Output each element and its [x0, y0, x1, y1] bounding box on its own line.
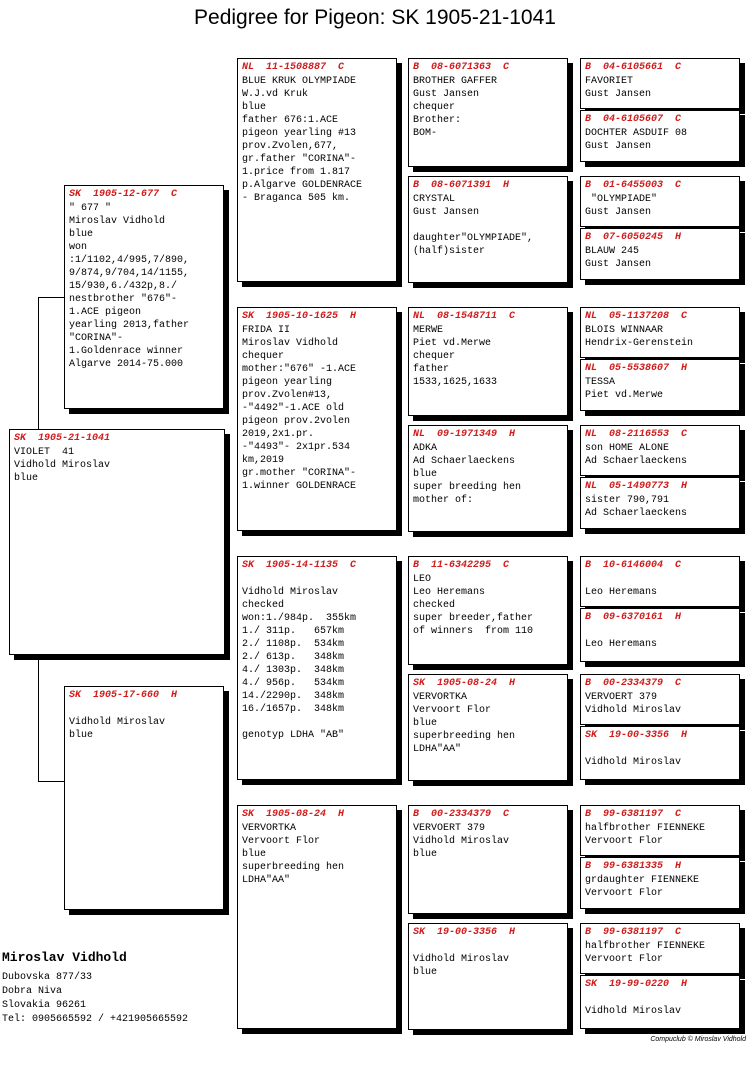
pigeon-card-mf[interactable]	[237, 556, 397, 780]
pigeon-card-mfmf[interactable]	[580, 674, 740, 725]
pigeon-info: grdaughter FIENNEKE Vervoort Flor	[585, 875, 700, 899]
pigeon-info: LEO Leo Heremans checked super breeder,father of winners from 110	[413, 574, 534, 637]
pigeon-info: BROTHER GAFFER Gust Jansen chequer Brother: BOM-	[413, 76, 498, 139]
ring-number: B 04-6105607 C	[585, 114, 682, 125]
pigeon-card-mffm[interactable]	[580, 608, 740, 662]
ring-number: SK 19-00-3356 H	[413, 927, 516, 938]
owner-address: Dubovska 877/33 Dobra Niva Slovakia 96261 Tel: 0905665592 / +421905665592	[2, 972, 189, 1025]
connector-line	[38, 781, 64, 782]
pigeon-card-fmfm[interactable]	[580, 359, 740, 411]
page-title: Pedigree for Pigeon: SK 1905-21-1041	[194, 6, 556, 29]
pigeon-info: FRIDA II Miroslav Vidhold chequer mother:"676" -1.ACE pigeon yearling prov.Zvolen#13, -"4492"-1.ACE old pigeon prov.2volen 2019,2x1.pr. -"4493"- 2x1pr.534 km,2019 gr.mother "CORINA"- 1.winner GOLDENRACE	[242, 325, 357, 492]
pigeon-info: " 677 " Miroslav Vidhold blue won :1/1102,4/995,7/890, 9/874,9/704,14/1155, 15/930,6./432p,8./ nestbrother "676"- 1.ACE pigeon yearling 2013,father "CORINA"- 1.Goldenrace winner Algarve 2014-75.000	[69, 203, 190, 370]
pigeon-info: FAVORIET Gust Jansen	[585, 76, 652, 100]
ring-number: NL 11-1508887 C	[242, 62, 345, 73]
pigeon-info: BLOIS WINNAAR Hendrix-Gerenstein	[585, 325, 694, 349]
ring-number: NL 08-2116553 C	[585, 429, 688, 440]
pigeon-info: CRYSTAL Gust Jansen daughter"OLYMPIADE", (half)sister	[413, 194, 534, 257]
pigeon-card-mmff[interactable]	[580, 805, 740, 856]
pigeon-card-mfm[interactable]	[408, 674, 568, 781]
pigeon-info: MERWE Piet vd.Merwe chequer father 1533,1625,1633	[413, 325, 498, 388]
ring-number: B 99-6381335 H	[585, 861, 682, 872]
pigeon-info: BLUE KRUK OLYMPIADE W.J.vd Kruk blue father 676:1.ACE pigeon yearling #13 prov.Zvolen,677, gr.father "CORINA"- 1.price from 1.817 p.Algarve GOLDENRACE - Braganca 505 km.	[242, 76, 363, 204]
pigeon-card-mff[interactable]	[408, 556, 568, 665]
pigeon-card-mmmf[interactable]	[580, 923, 740, 974]
ring-number: B 01-6455003 C	[585, 180, 682, 191]
pigeon-info: Vidhold Miroslav	[585, 1006, 682, 1017]
pigeon-card-mother[interactable]	[64, 686, 224, 910]
ring-number: SK 1905-08-24 H	[242, 809, 345, 820]
ring-number: B 10-6146004 C	[585, 560, 682, 571]
pigeon-card-ffmm[interactable]	[580, 228, 740, 280]
pigeon-info: sister 790,791 Ad Schaerlaeckens	[585, 495, 688, 519]
pigeon-card-subject[interactable]	[9, 429, 225, 655]
ring-number: NL 09-1971349 H	[413, 429, 516, 440]
pigeon-card-fmf[interactable]	[408, 307, 568, 416]
ring-number: B 00-2334379 C	[413, 809, 510, 820]
connector-line	[38, 297, 64, 298]
pigeon-info: Vidhold Miroslav blue	[69, 717, 166, 741]
pigeon-card-mfff[interactable]	[580, 556, 740, 607]
pigeon-info: son HOME ALONE Ad Schaerlaeckens	[585, 443, 688, 467]
pigeon-info: Leo Heremans	[585, 587, 658, 598]
ring-number: B 11-6342295 C	[413, 560, 510, 571]
pigeon-info: VERVORTKA Vervoort Flor blue superbreeding hen LDHA"AA"	[413, 692, 516, 755]
ring-number: NL 05-5538607 H	[585, 363, 688, 374]
pigeon-info: VERVOERT 379 Vidhold Miroslav	[585, 692, 682, 716]
ring-number: SK 1905-12-677 C	[69, 189, 178, 200]
pigeon-info: Vidhold Miroslav blue	[413, 954, 510, 978]
owner-block	[2, 950, 188, 1027]
pigeon-info: TESSA Piet vd.Merwe	[585, 377, 664, 401]
pigeon-info: VIOLET 41 Vidhold Miroslav blue	[14, 447, 111, 484]
ring-number: B 09-6370161 H	[585, 612, 682, 623]
ring-number: B 99-6381197 C	[585, 809, 682, 820]
pigeon-card-fffm[interactable]	[580, 110, 740, 162]
pigeon-card-ffmf[interactable]	[580, 176, 740, 227]
pigeon-card-fm[interactable]	[237, 307, 397, 531]
pigeon-card-fmff[interactable]	[580, 307, 740, 358]
ring-number: NL 08-1548711 C	[413, 311, 516, 322]
pigeon-card-ffff[interactable]	[580, 58, 740, 109]
pigeon-card-mmfm[interactable]	[580, 857, 740, 909]
ring-number: B 00-2334379 C	[585, 678, 682, 689]
ring-number: B 08-6071391 H	[413, 180, 510, 191]
ring-number: B 04-6105661 C	[585, 62, 682, 73]
pigeon-info: Vidhold Miroslav checked won:1./984p. 355km 1./ 311p. 657km 2./ 1108p. 534km 2./ 613p. 348km 4./ 1303p. 348km 4./ 956p. 534km 14./2290p. 348km 16./1657p. 348km genotyp LDHA "AB"	[242, 587, 357, 741]
ring-number: SK 1905-21-1041	[14, 433, 111, 444]
pigeon-info: DOCHTER ASDUIF 08 Gust Jansen	[585, 128, 688, 152]
ring-number: SK 19-00-3356 H	[585, 730, 688, 741]
pigeon-card-ff[interactable]	[237, 58, 397, 282]
ring-number: B 99-6381197 C	[585, 927, 682, 938]
pigeon-info: ADKA Ad Schaerlaeckens blue super breeding hen mother of:	[413, 443, 522, 506]
ring-number: SK 1905-17-660 H	[69, 690, 178, 701]
ring-number: B 08-6071363 C	[413, 62, 510, 73]
ring-number: SK 1905-08-24 H	[413, 678, 516, 689]
pigeon-info: "OLYMPIADE" Gust Jansen	[585, 194, 658, 218]
pigeon-info: VERVOERT 379 Vidhold Miroslav blue	[413, 823, 510, 860]
pigeon-card-fmmm[interactable]	[580, 477, 740, 529]
pigeon-info: halfbrother FIENNEKE Vervoort Flor	[585, 823, 706, 847]
pigeon-card-father[interactable]	[64, 185, 224, 409]
pigeon-info: VERVORTKA Vervoort Flor blue superbreeding hen LDHA"AA"	[242, 823, 345, 886]
ring-number: NL 05-1137208 C	[585, 311, 688, 322]
pigeon-info: BLAUW 245 Gust Jansen	[585, 246, 652, 270]
ring-number: SK 19-99-0220 H	[585, 979, 688, 990]
ring-number: SK 1905-10-1625 H	[242, 311, 357, 322]
footer-credit: Compuclub © Miroslav Vidhold	[650, 1036, 746, 1043]
ring-number: NL 05-1490773 H	[585, 481, 688, 492]
pigeon-card-mfmm[interactable]	[580, 726, 740, 780]
pigeon-card-mmmm[interactable]	[580, 975, 740, 1029]
pigeon-info: halfbrother FIENNEKE Vervoort Flor	[585, 941, 706, 965]
pigeon-info: Vidhold Miroslav	[585, 757, 682, 768]
pigeon-card-mm[interactable]	[237, 805, 397, 1029]
pigeon-card-mmm[interactable]	[408, 923, 568, 1030]
ring-number: SK 1905-14-1135 C	[242, 560, 357, 571]
ring-number: B 07-6050245 H	[585, 232, 682, 243]
pigeon-card-fff[interactable]	[408, 58, 568, 167]
pigeon-card-ffm[interactable]	[408, 176, 568, 283]
pigeon-info: Leo Heremans	[585, 639, 658, 650]
pigeon-card-mmf[interactable]	[408, 805, 568, 914]
pigeon-card-fmm[interactable]	[408, 425, 568, 532]
pigeon-card-fmmf[interactable]	[580, 425, 740, 476]
owner-name: Miroslav Vidhold	[2, 950, 127, 965]
